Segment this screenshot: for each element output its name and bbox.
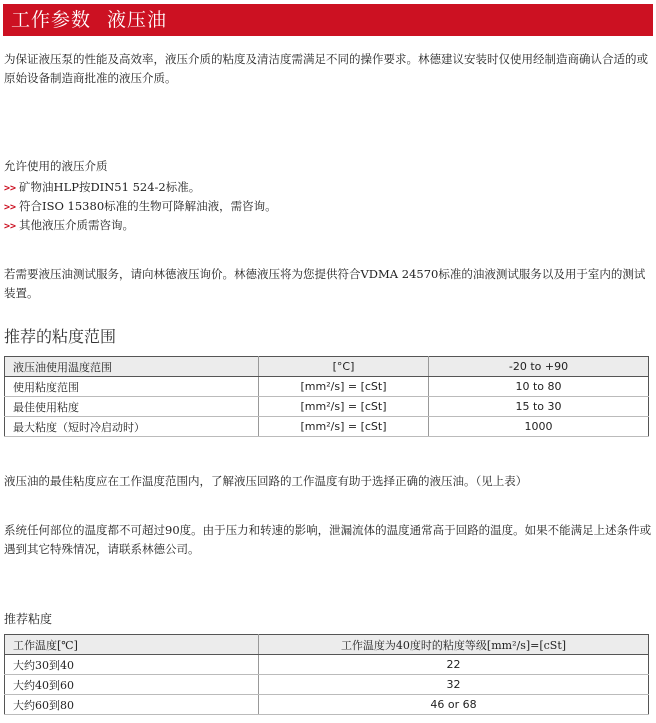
list-item-text: 矿物油HLP按DIN51 524-2标准。: [19, 180, 201, 194]
table-header-row: [5, 635, 649, 655]
table-row: [5, 377, 649, 397]
header-title-part1: 工作参数: [11, 9, 92, 31]
viscosity-table: [4, 356, 649, 437]
table-row: [5, 695, 649, 715]
table-cell-temp: 大约40到60: [5, 675, 259, 695]
page-header: [3, 4, 653, 36]
table-row: [5, 417, 649, 437]
table-cell-unit: [mm²/s] = [cSt]: [259, 417, 429, 437]
arrow-icon: >>: [4, 202, 17, 213]
table-header-temp: 工作温度[℃]: [5, 635, 259, 655]
table-row: [5, 655, 649, 675]
table-cell-unit: [°C]: [259, 357, 429, 377]
table-cell-grade: 32: [259, 675, 649, 695]
table-cell-grade: 22: [259, 655, 649, 675]
allowed-media-title: 允许使用的液压介质: [4, 159, 108, 173]
note-paragraph-2: 系统任何部位的温度都不可超过90度。由于压力和转速的影响，泄漏流体的温度通常高于回路的温度。如果不能满足上述条件或遇到其它特殊情况，请联系林德公司。: [4, 523, 652, 556]
table-cell-name: 使用粘度范围: [5, 377, 259, 397]
list-item-text: 符合ISO 15380标准的生物可降解油液，需咨询。: [19, 199, 277, 213]
table-cell-unit: [mm²/s] = [cSt]: [259, 377, 429, 397]
table-cell-name: 最佳使用粘度: [5, 397, 259, 417]
viscosity-heading: 推荐的粘度范围: [4, 327, 117, 346]
note-paragraph-1: 液压油的最佳粘度应在工作温度范围内，了解液压回路的工作温度有助于选择正确的液压油。（见上表）: [4, 474, 528, 488]
list-item-text: 其他液压介质需咨询。: [19, 218, 135, 232]
recommended-viscosity-title: 推荐粘度: [4, 612, 53, 626]
table-row: [5, 357, 649, 377]
header-title-part2: 液压油: [107, 9, 168, 31]
table-cell-name: 液压油使用温度范围: [5, 357, 259, 377]
list-item: [4, 217, 134, 233]
table-cell-grade: 46 or 68: [259, 695, 649, 715]
table-cell-temp: 大约60到80: [5, 695, 259, 715]
table-row: [5, 397, 649, 417]
table-header-grade: 工作温度为40度时的粘度等级[mm²/s]=[cSt]: [259, 635, 649, 655]
list-item: [4, 179, 200, 195]
table-cell-value: 1000: [429, 417, 649, 437]
recommended-viscosity-table: [4, 634, 649, 715]
arrow-icon: >>: [4, 221, 17, 232]
table-cell-temp: 大约30到40: [5, 655, 259, 675]
intro-paragraph: 为保证液压泵的性能及高效率，液压介质的粘度及清洁度需满足不同的操作要求。林德建议安装时仅使用经制造商确认合适的或原始设备制造商批准的液压介质。: [4, 52, 648, 85]
table-cell-unit: [mm²/s] = [cSt]: [259, 397, 429, 417]
table-cell-value: 10 to 80: [429, 377, 649, 397]
list-item: [4, 198, 277, 214]
table-cell-value: 15 to 30: [429, 397, 649, 417]
table-row: [5, 675, 649, 695]
table-cell-value: -20 to +90: [429, 357, 649, 377]
arrow-icon: >>: [4, 183, 17, 194]
table-cell-name: 最大粘度（短时冷启动时）: [5, 417, 259, 437]
service-paragraph: 若需要液压油测试服务，请向林德液压询价。林德液压将为您提供符合VDMA 24570标准的油液测试服务以及用于室内的测试装置。: [4, 267, 646, 300]
